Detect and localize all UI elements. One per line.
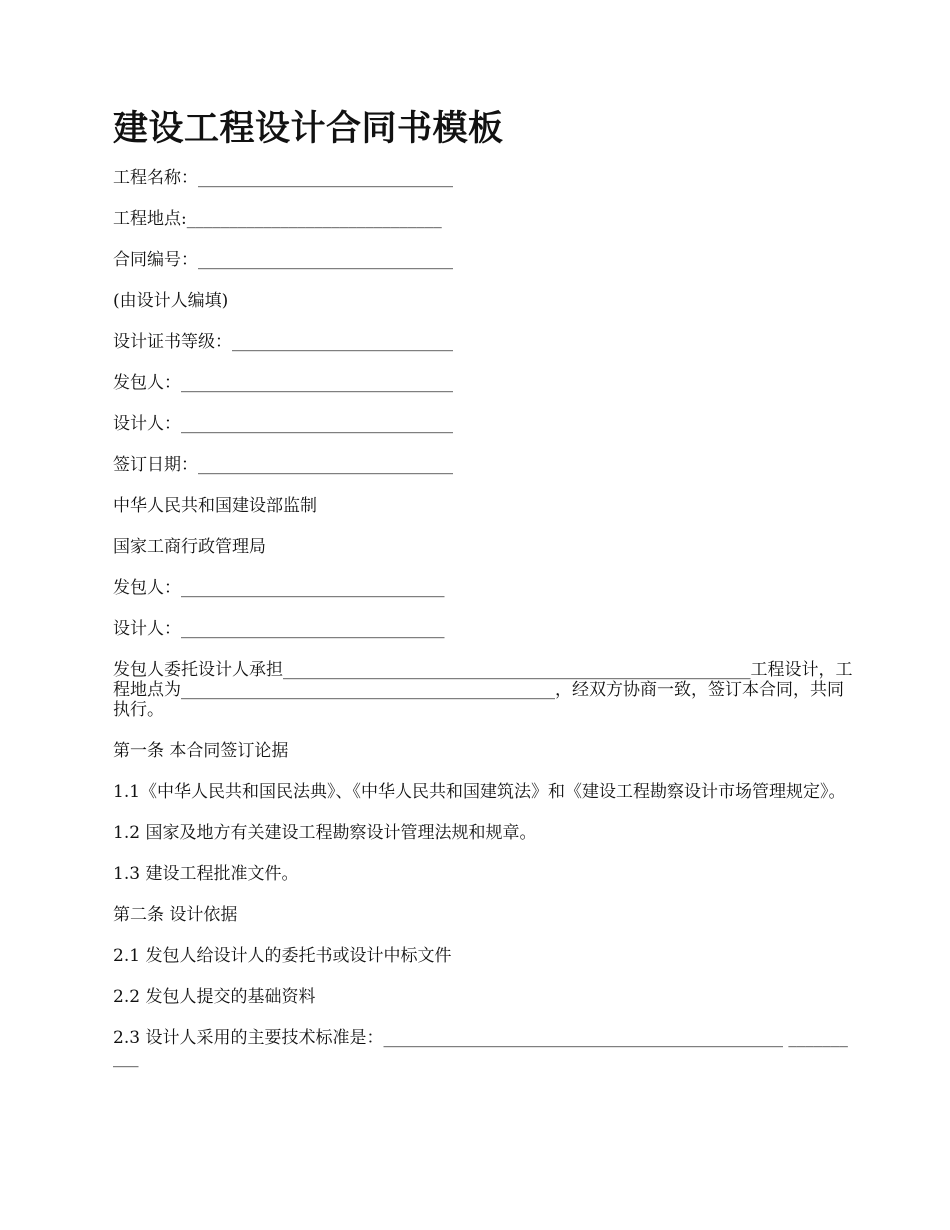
document-title: 建设工程设计合同书模板: [113, 108, 504, 149]
article-2-item-1: 2.1 发包人给设计人的委托书或设计中标文件: [113, 946, 452, 966]
field-signing-date: 签订日期：______________________________: [113, 455, 453, 475]
field-project-name: 工程名称：______________________________: [113, 168, 453, 188]
issuer-bureau: 国家工商行政管理局: [113, 537, 266, 557]
field-client: 发包人：________________________________: [113, 373, 453, 393]
field-certificate-level: 设计证书等级：__________________________: [113, 332, 453, 352]
field-designer-note: (由设计人编填): [113, 291, 229, 311]
article-2-heading: 第二条 设计依据: [113, 905, 238, 925]
document-page: [113, 108, 853, 1089]
field-project-location: 工程地点:______________________________: [113, 209, 442, 229]
party-client: 发包人：_______________________________: [113, 578, 445, 598]
article-2-item-2: 2.2 发包人提交的基础资料: [113, 987, 316, 1007]
field-contract-number: 合同编号：______________________________: [113, 250, 453, 270]
field-designer: 设计人：________________________________: [113, 414, 453, 434]
article-1-item-2: 1.2 国家及地方有关建设工程勘察设计管理法规和规章。: [113, 823, 537, 843]
article-2-item-3: 2.3 设计人采用的主要技术标准是：_______________________________________________ __________: [113, 1028, 848, 1068]
party-designer: 设计人：_______________________________: [113, 619, 445, 639]
article-1-item-3: 1.3 建设工程批准文件。: [113, 864, 299, 884]
article-1-heading: 第一条 本合同签订论据: [113, 741, 289, 761]
intro-paragraph: 发包人委托设计人承担_______________________________________________________工程设计，工程地点为____________________________________________，经双方协商一致，签订本合同，共同执行。: [113, 660, 853, 720]
article-1-item-1: 1.1《中华人民共和国民法典》、《中华人民共和国建筑法》和《建设工程勘察设计市场管理规定》。: [113, 782, 846, 802]
issuer-ministry: 中华人民共和国建设部监制: [113, 496, 317, 516]
